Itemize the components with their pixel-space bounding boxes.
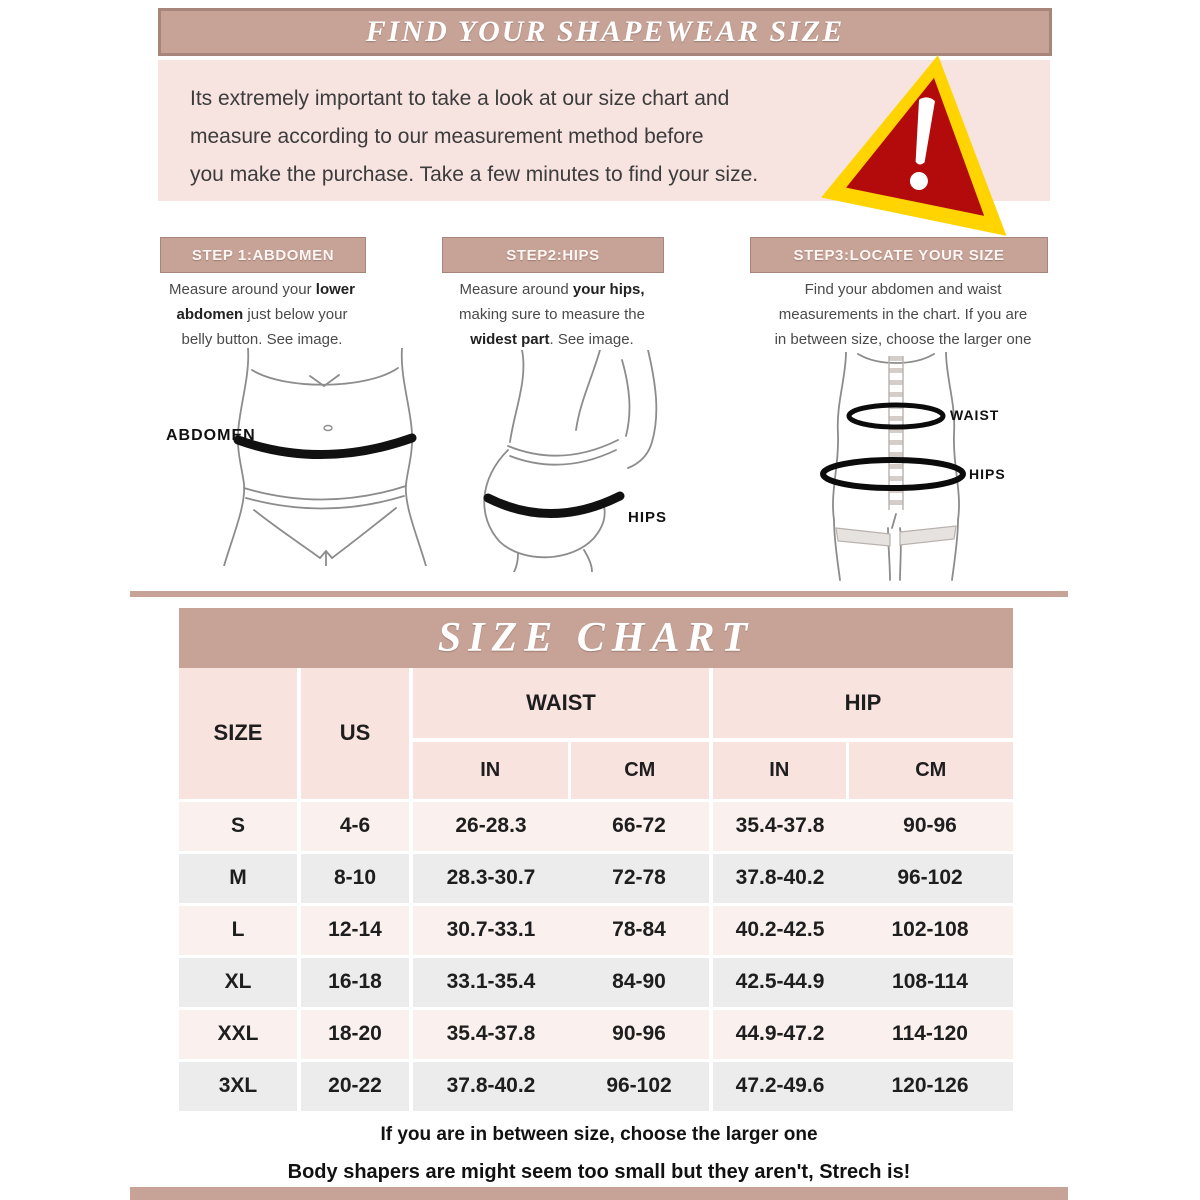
step2-header	[442, 237, 664, 273]
size-chart-body	[179, 800, 1013, 1112]
step2-description	[432, 277, 672, 352]
step-description-line	[760, 302, 1046, 327]
intro-text	[190, 80, 830, 194]
size-chart-table	[179, 668, 1013, 1114]
step-description-segment: lower	[315, 281, 355, 298]
waist-label: WAIST	[950, 407, 1000, 423]
step1-title: STEP 1:ABDOMEN	[191, 246, 335, 264]
size-chart-cell: 102-108	[847, 904, 1013, 956]
size-chart-cell: 16-18	[299, 956, 411, 1008]
size-chart-cell: 108-114	[847, 956, 1013, 1008]
footnote-stretch: Body shapers are might seem too small but they aren't, Strech is!	[287, 1161, 911, 1183]
size-chart-cell: 90-96	[847, 800, 1013, 852]
size-chart-cell: 18-20	[299, 1008, 411, 1060]
hips-label: HIPS	[628, 509, 668, 526]
size-chart-title-bar	[179, 608, 1013, 668]
step-description-segment: belly button. See image.	[181, 331, 343, 348]
step-description-segment: your hips,	[572, 281, 645, 298]
step-description-line	[760, 327, 1046, 352]
step-description-segment: widest part	[470, 331, 550, 348]
step-description-segment: . See image.	[549, 331, 634, 348]
size-chart-cell: 42.5-44.9	[711, 956, 847, 1008]
hips-label: HIPS	[969, 466, 1006, 482]
column-header-hip: HIP	[711, 668, 1013, 740]
size-chart-cell: 96-102	[847, 852, 1013, 904]
size-chart-cell: 78-84	[569, 904, 711, 956]
size-chart-cell: XL	[179, 956, 299, 1008]
intro-line: Its extremely important to take a look at our size chart and	[190, 87, 730, 110]
size-chart-cell: 8-10	[299, 852, 411, 904]
size-chart-cell: M	[179, 852, 299, 904]
column-header-waist: WAIST	[411, 668, 711, 740]
column-header-us: US	[299, 668, 411, 800]
size-chart-top-divider	[130, 591, 1068, 597]
warning-triangle-icon	[818, 50, 1023, 242]
step-description-segment: measurements in the chart. If you are	[778, 306, 1028, 323]
step-description-line	[140, 277, 384, 302]
size-chart-cell: 4-6	[299, 800, 411, 852]
locate-size-figure	[788, 352, 1068, 587]
size-chart-row	[179, 1008, 1013, 1060]
size-chart-cell: 30.7-33.1	[411, 904, 569, 956]
size-chart-cell: 114-120	[847, 1008, 1013, 1060]
column-header-size: SIZE	[179, 668, 299, 800]
page-title: FIND YOUR SHAPEWEAR SIZE	[365, 15, 845, 48]
size-chart-cell: 26-28.3	[411, 800, 569, 852]
size-chart-cell: 96-102	[569, 1060, 711, 1112]
size-chart-row	[179, 852, 1013, 904]
step3-title: STEP3:LOCATE YOUR SIZE	[793, 246, 1005, 264]
size-chart-cell: XXL	[179, 1008, 299, 1060]
size-chart-cell: 40.2-42.5	[711, 904, 847, 956]
size-chart-cell: 37.8-40.2	[711, 852, 847, 904]
step-description-line	[140, 302, 384, 327]
step-description-line	[432, 302, 672, 327]
size-chart-row	[179, 1060, 1013, 1112]
step-description-segment: just below your	[243, 306, 348, 323]
step-description-line	[760, 277, 1046, 302]
size-chart-title: SIZE CHART	[437, 615, 755, 661]
column-header-hip-in: IN	[711, 740, 847, 800]
step-description-segment: Measure around your	[169, 281, 316, 298]
size-chart-cell: 35.4-37.8	[411, 1008, 569, 1060]
size-chart-cell: 20-22	[299, 1060, 411, 1112]
step-description-segment: making sure to measure the	[459, 306, 645, 323]
size-chart-cell: 28.3-30.7	[411, 852, 569, 904]
size-chart-cell: 72-78	[569, 852, 711, 904]
intro-line: you make the purchase. Take a few minutes to find your size.	[190, 163, 759, 186]
hips-figure	[452, 350, 687, 577]
size-chart-cell: 12-14	[299, 904, 411, 956]
step3-description	[760, 277, 1046, 352]
step-description-segment: Find your abdomen and waist	[804, 281, 1002, 298]
size-chart-cell: 47.2-49.6	[711, 1060, 847, 1112]
size-chart-cell: 90-96	[569, 1008, 711, 1060]
column-header-waist-cm: CM	[569, 740, 711, 800]
step-description-line	[432, 277, 672, 302]
step1-header	[160, 237, 366, 273]
step-description-segment: Measure around	[459, 281, 573, 298]
size-chart-cell: 44.9-47.2	[711, 1008, 847, 1060]
abdomen-figure	[152, 348, 477, 571]
intro-line: measure according to our measurement method before	[190, 125, 704, 148]
step-description-segment: in between size, choose the larger one	[774, 331, 1032, 348]
abdomen-label: ABDOMEN	[166, 427, 256, 444]
size-chart-row	[179, 800, 1013, 852]
footnote-between-sizes: If you are in between size, choose the larger one	[380, 1124, 818, 1145]
step1-description	[140, 277, 384, 352]
size-chart-cell: 84-90	[569, 956, 711, 1008]
bottom-divider-bar	[130, 1187, 1068, 1200]
step-description-segment: abdomen	[176, 306, 244, 323]
size-chart-cell: 37.8-40.2	[411, 1060, 569, 1112]
size-chart-cell: 66-72	[569, 800, 711, 852]
size-chart-cell: L	[179, 904, 299, 956]
step3-header	[750, 237, 1048, 273]
size-chart-row	[179, 904, 1013, 956]
size-chart-cell: 120-126	[847, 1060, 1013, 1112]
size-chart-cell: 33.1-35.4	[411, 956, 569, 1008]
size-chart-cell: S	[179, 800, 299, 852]
size-chart-cell: 35.4-37.8	[711, 800, 847, 852]
column-header-hip-cm: CM	[847, 740, 1013, 800]
size-chart-row	[179, 956, 1013, 1008]
column-header-waist-in: IN	[411, 740, 569, 800]
step2-title: STEP2:HIPS	[506, 246, 600, 264]
size-chart-cell: 3XL	[179, 1060, 299, 1112]
